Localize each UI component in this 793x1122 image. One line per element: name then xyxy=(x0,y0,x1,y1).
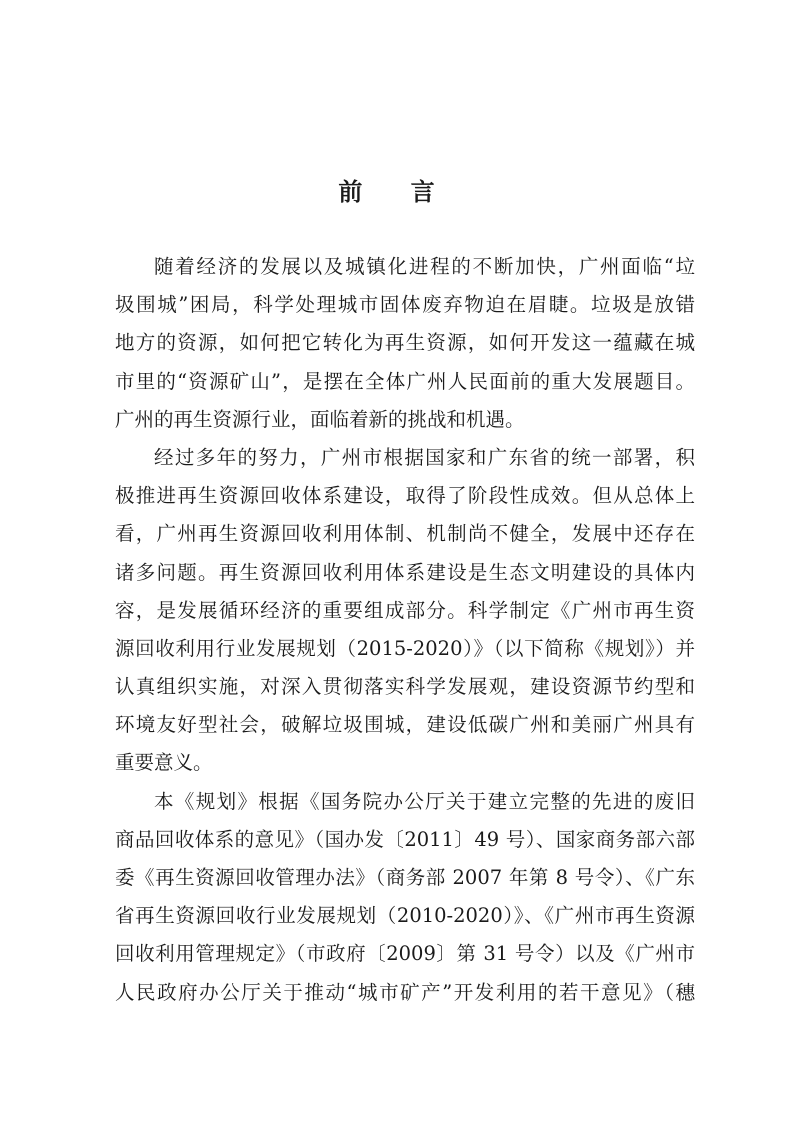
text-line: 极推进再生资源回收体系建设，取得了阶段性成效。但从总体上 xyxy=(115,484,695,508)
text-line: 人民政府办公厅关于推动“城市矿产”开发利用的若干意见》（穗 xyxy=(115,980,695,1004)
paragraph-2 xyxy=(115,439,695,783)
text-line: 商品回收体系的意见》（国办发〔2011〕49 号）、国家商务部六部 xyxy=(115,827,695,851)
text-line: 环境友好型社会，破解垃圾围城，建设低碳广州和美丽广州具有 xyxy=(115,713,695,737)
text-line: 市里的“资源矿山”，是摆在全体广州人民面前的重大发展题目。 xyxy=(115,369,695,393)
text-line: 广州的再生资源行业，面临着新的挑战和机遇。 xyxy=(115,407,525,431)
page-title: 前 言 xyxy=(338,178,455,206)
text-line: 省再生资源回收行业发展规划（2010-2020）》、《广州市再生资源 xyxy=(115,904,695,928)
text-line: 地方的资源，如何把它转化为再生资源，如何开发这一蕴藏在城 xyxy=(115,331,695,355)
text-line: 圾围城”困局，科学处理城市固体废弃物迫在眉睫。垃圾是放错 xyxy=(115,293,695,317)
text-line: 经过多年的努力，广州市根据国家和广东省的统一部署，积 xyxy=(154,445,695,469)
text-line: 看，广州再生资源回收利用体制、机制尚不健全，发展中还存在 xyxy=(115,522,695,546)
document-body xyxy=(115,248,695,1012)
text-line: 本《规划》根据《国务院办公厅关于建立完整的先进的废旧 xyxy=(154,789,695,813)
text-line: 源回收利用行业发展规划（2015-2020）》（以下简称《规划》）并 xyxy=(115,636,695,660)
paragraph-3 xyxy=(115,783,695,1012)
text-line: 委《再生资源回收管理办法》（商务部 2007 年第 8 号令）、《广东 xyxy=(115,866,695,889)
text-line: 认真组织实施，对深入贯彻落实科学发展观，建设资源节约型和 xyxy=(115,675,695,699)
text-line: 容，是发展循环经济的重要组成部分。科学制定《广州市再生资 xyxy=(115,598,695,622)
text-line: 回收利用管理规定》（市政府〔2009〕第 31 号令）以及《广州市 xyxy=(115,942,695,966)
text-line: 随着经济的发展以及城镇化进程的不断加快，广州面临“垃 xyxy=(154,255,695,278)
text-line: 重要意义。 xyxy=(115,751,213,775)
text-line: 诸多问题。再生资源回收利用体系建设是生态文明建设的具体内 xyxy=(115,560,695,584)
paragraph-1 xyxy=(115,248,695,439)
